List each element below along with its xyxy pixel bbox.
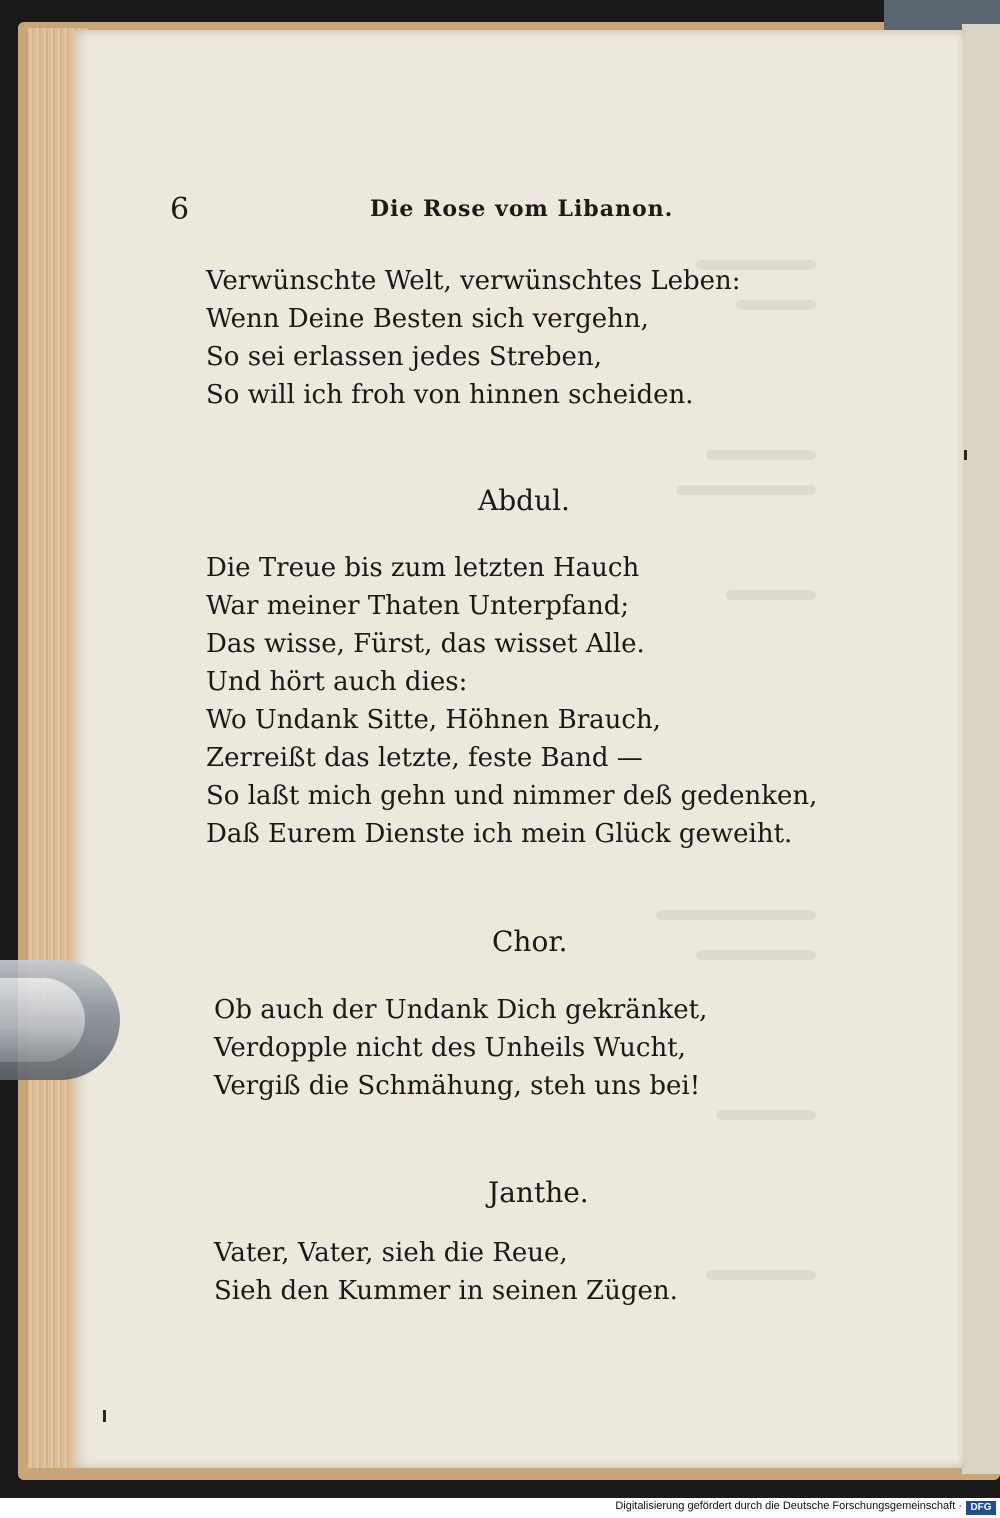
speaker-name-abdul: Abdul. bbox=[478, 484, 570, 517]
verse-line: Vergiß die Schmähung, steh uns bei! bbox=[214, 1071, 701, 1101]
verse-line: Verwünschte Welt, verwünschtes Leben: bbox=[206, 266, 741, 296]
dfg-logo: DFG bbox=[966, 1501, 996, 1515]
stanza-3 bbox=[214, 991, 707, 1105]
verse-line: Daß Eurem Dienste ich mein Glück geweiht. bbox=[206, 819, 793, 849]
ink-speck bbox=[103, 1410, 106, 1422]
bleed-through bbox=[706, 1270, 816, 1280]
verse-line: Zerreißt das letzte, feste Band — bbox=[206, 743, 643, 773]
page-number: 6 bbox=[170, 192, 190, 227]
verse-line: So will ich froh von hinnen scheiden. bbox=[206, 380, 694, 410]
bleed-through bbox=[706, 450, 816, 460]
stanza-1 bbox=[206, 262, 741, 414]
verse-line: Und hört auch dies: bbox=[206, 667, 468, 697]
funding-credit: Digitalisierung gefördert durch die Deutsche Forschungsgemeinschaft · bbox=[615, 1500, 962, 1512]
verse-line: Wenn Deine Besten sich vergehn, bbox=[206, 304, 649, 334]
verse-line: So laßt mich gehn und nimmer deß gedenken, bbox=[206, 781, 818, 811]
page-holder-clip bbox=[0, 960, 120, 1080]
page-header bbox=[160, 192, 680, 226]
verse-line: So sei erlassen jedes Streben, bbox=[206, 342, 602, 372]
verse-line: Das wisse, Fürst, das wisset Alle. bbox=[206, 629, 645, 659]
stanza-2 bbox=[206, 549, 817, 853]
speaker-name-chor: Chor. bbox=[492, 925, 568, 958]
bleed-through bbox=[656, 910, 816, 920]
stanza-4 bbox=[214, 1234, 678, 1310]
page-holder-clip-highlight bbox=[0, 978, 85, 1062]
bleed-through bbox=[676, 485, 816, 495]
ink-speck bbox=[964, 450, 967, 460]
bleed-through bbox=[696, 950, 816, 960]
verse-line: Die Treue bis zum letzten Hauch bbox=[206, 553, 640, 583]
verse-line: Ob auch der Undank Dich gekränket, bbox=[214, 995, 708, 1025]
digitization-footer bbox=[0, 1498, 1000, 1518]
verse-line: Verdopple nicht des Unheils Wucht, bbox=[214, 1033, 686, 1063]
verse-line: War meiner Thaten Unterpfand; bbox=[206, 591, 630, 621]
verse-line: Sieh den Kummer in seinen Zügen. bbox=[214, 1276, 678, 1306]
bleed-through bbox=[736, 300, 816, 310]
running-title: Die Rose vom Libanon. bbox=[370, 196, 674, 222]
verse-line: Wo Undank Sitte, Höhnen Brauch, bbox=[206, 705, 661, 735]
speaker-name-janthe: Janthe. bbox=[488, 1176, 589, 1209]
verse-line: Vater, Vater, sieh die Reue, bbox=[214, 1238, 568, 1268]
bleed-through bbox=[716, 1110, 816, 1120]
facing-page-edge bbox=[962, 24, 1000, 1474]
